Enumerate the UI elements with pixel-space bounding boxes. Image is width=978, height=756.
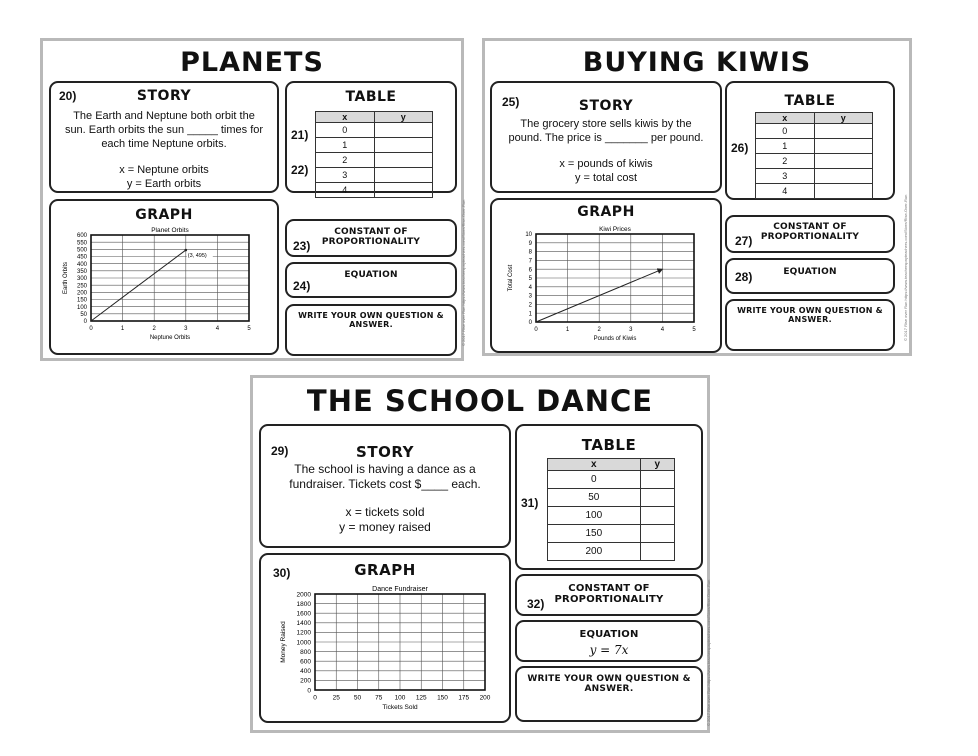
y-tick-label: 600: [300, 658, 311, 666]
y-tick-label: 1: [528, 311, 532, 318]
y-cell[interactable]: [640, 471, 674, 489]
y-tick-label: 0: [528, 320, 532, 327]
data-point: [185, 249, 188, 252]
y-tick-label: 350: [76, 268, 87, 275]
x-cell: 0: [548, 471, 641, 489]
question-number: 20): [59, 89, 77, 103]
copyright-note: © 2017 Rise over Run https://www.teacherspayteachers.com/Store/Rise-Over-Run: [706, 579, 711, 726]
x-tick-label: 25: [332, 694, 340, 702]
y-header: y: [814, 113, 873, 124]
chart-title: Dance Fundraiser: [372, 586, 428, 593]
y-header: y: [374, 112, 433, 123]
y-axis-label: Earth Orbits: [63, 261, 69, 295]
equation-formula: y = 7x: [589, 643, 629, 657]
y-tick-label: 6: [528, 267, 532, 274]
own-question-box[interactable]: [515, 666, 703, 722]
story-box: [490, 81, 722, 193]
y-tick-label: 250: [76, 283, 87, 290]
x-tick-label: 2: [597, 327, 601, 333]
x-tick-label: 0: [89, 326, 93, 332]
question-number: 23): [293, 239, 311, 253]
y-cell[interactable]: [814, 124, 873, 139]
constant-heading: CONSTANT OF PROPORTIONALITY: [554, 583, 664, 605]
y-tick-label: 1000: [296, 639, 311, 647]
y-cell[interactable]: [640, 507, 674, 525]
y-cell[interactable]: [374, 123, 433, 138]
story-line: The Earth and Neptune both orbit the: [73, 110, 255, 122]
x-cell: 3: [316, 168, 375, 183]
question-number: 32): [527, 597, 545, 611]
x-tick-label: 1: [565, 327, 570, 333]
table-heading: TABLE: [784, 93, 836, 109]
y-tick-label: 8: [528, 249, 532, 256]
equation-heading: EQUATION: [579, 629, 639, 640]
y-cell[interactable]: [814, 184, 873, 199]
graph-box: [49, 199, 279, 355]
y-axis-label: Total Cost: [508, 264, 514, 292]
y-cell[interactable]: [814, 139, 873, 154]
xy-table: [547, 458, 675, 561]
x-tick-label: 5: [247, 326, 251, 332]
question-number: 21): [291, 128, 309, 142]
xy-table: [755, 112, 873, 199]
constant-box: [515, 574, 703, 616]
data-line: [91, 250, 186, 321]
x-cell: 1: [756, 139, 815, 154]
table-box: [515, 424, 703, 570]
table-heading: TABLE: [581, 436, 637, 454]
question-number: 29): [271, 444, 289, 458]
y-tick-label: 2: [528, 302, 532, 309]
question-number: 25): [502, 95, 520, 109]
equation-box: [285, 262, 457, 298]
x-tick-label: 4: [660, 327, 665, 333]
x-tick-label: 0: [313, 694, 317, 702]
y-tick-label: 1800: [296, 600, 311, 608]
x-cell: 150: [548, 525, 641, 543]
planets-chart: [51, 223, 277, 351]
x-cell: 0: [756, 124, 815, 139]
question-number: 30): [273, 566, 291, 580]
variable-x: x = pounds of kiwis: [559, 158, 653, 170]
x-cell: 1: [316, 138, 375, 153]
x-tick-label: 150: [437, 694, 448, 702]
chart-title: Planet Orbits: [151, 227, 189, 234]
own-question-heading: WRITE YOUR OWN QUESTION & ANSWER.: [298, 311, 444, 329]
story-line: pound. The price is _______ per pound.: [508, 132, 704, 144]
story-heading: STORY: [356, 443, 414, 461]
y-tick-label: 1600: [296, 610, 311, 618]
graph-heading: GRAPH: [135, 207, 193, 223]
chart-title: Kiwi Prices: [599, 226, 631, 233]
x-header: x: [316, 112, 375, 123]
y-tick-label: 2000: [296, 591, 311, 599]
y-tick-label: 100: [76, 304, 87, 311]
story-text: [59, 109, 269, 191]
kiwis-chart: [492, 220, 720, 350]
question-number: 22): [291, 163, 309, 177]
y-cell[interactable]: [814, 154, 873, 169]
graph-heading: GRAPH: [354, 561, 416, 579]
y-tick-label: 500: [76, 247, 87, 254]
table-box: [725, 81, 895, 200]
own-question-heading: WRITE YOUR OWN QUESTION & ANSWER.: [737, 306, 883, 324]
worksheet-title: PLANETS: [180, 47, 324, 78]
table-heading: TABLE: [345, 89, 397, 105]
equation-box: [515, 620, 703, 662]
point-annotation: (3, 495): [187, 253, 207, 260]
y-tick-label: 9: [528, 240, 532, 247]
x-cell: 50: [548, 489, 641, 507]
story-line: fundraiser. Tickets cost $____ each.: [289, 477, 481, 491]
x-axis-label: Pounds of Kiwis: [593, 336, 637, 342]
y-cell[interactable]: [640, 489, 674, 507]
x-cell: 4: [316, 183, 375, 198]
y-tick-label: 1400: [296, 620, 311, 628]
x-cell: 4: [756, 184, 815, 199]
y-tick-label: 550: [76, 240, 87, 247]
dance-worksheet: [250, 375, 710, 733]
own-question-heading: WRITE YOUR OWN QUESTION & ANSWER.: [527, 674, 691, 694]
constant-box: [285, 219, 457, 257]
story-line: sun. Earth orbits the sun _____ times for: [64, 124, 264, 136]
y-tick-label: 200: [76, 290, 87, 297]
own-question-box[interactable]: [285, 304, 457, 356]
own-question-box[interactable]: [725, 299, 895, 351]
y-tick-label: 200: [300, 677, 311, 685]
x-tick-label: 3: [184, 326, 188, 332]
copyright-note: © 2017 Rise over Run https://www.teacherspayteachers.com/Store/Rise-Over-Run: [461, 199, 466, 346]
y-tick-label: 0: [83, 319, 87, 326]
copyright-note: © 2017 Rise over Run https://www.teacherspayteachers.com/Store/Rise-Over-Run: [903, 194, 908, 341]
story-line: each time Neptune orbits.: [101, 138, 227, 150]
story-line: The grocery store sells kiwis by the: [520, 118, 692, 130]
worksheet-title: THE SCHOOL DANCE: [306, 384, 654, 418]
equation-heading: EQUATION: [783, 267, 837, 277]
variable-y: y = money raised: [339, 520, 431, 534]
table-box: [285, 81, 457, 193]
equation-box: [725, 258, 895, 294]
x-cell: 2: [316, 153, 375, 168]
x-tick-label: 75: [375, 694, 383, 702]
story-text: [269, 462, 501, 535]
x-tick-label: 175: [458, 694, 470, 702]
x-tick-label: 1: [120, 326, 125, 332]
story-heading: STORY: [578, 98, 634, 114]
story-text: [500, 117, 712, 185]
worksheet-title: BUYING KIWIS: [582, 47, 812, 78]
x-header: x: [756, 113, 815, 124]
question-number: 31): [521, 496, 539, 510]
kiwis-worksheet: [482, 38, 912, 356]
story-box: [49, 81, 279, 193]
variable-x: x = tickets sold: [345, 505, 425, 519]
story-heading: STORY: [136, 88, 192, 104]
x-tick-label: 125: [415, 694, 427, 702]
x-header: x: [548, 459, 641, 471]
y-tick-label: 450: [76, 254, 87, 261]
x-cell: 2: [756, 154, 815, 169]
x-cell: 200: [548, 543, 641, 561]
y-tick-label: 5: [528, 276, 532, 283]
y-tick-label: 150: [76, 297, 87, 304]
y-tick-label: 4: [528, 284, 532, 291]
y-cell[interactable]: [374, 183, 433, 198]
graph-box: [490, 198, 722, 353]
y-tick-label: 0: [307, 687, 311, 695]
planets-worksheet: [40, 38, 464, 361]
x-tick-label: 3: [629, 327, 633, 333]
x-cell: 3: [756, 169, 815, 184]
y-tick-label: 50: [80, 311, 87, 318]
x-tick-label: 2: [152, 326, 156, 332]
y-cell[interactable]: [640, 543, 674, 561]
y-tick-label: 7: [528, 258, 532, 265]
y-axis-label: Money Raised: [280, 621, 287, 663]
constant-heading: CONSTANT OF PROPORTIONALITY: [760, 222, 860, 242]
story-line: The school is having a dance as a: [294, 462, 476, 476]
y-header: y: [640, 459, 674, 471]
equation-heading: EQUATION: [344, 270, 398, 280]
dance-chart: [261, 578, 509, 722]
y-tick-label: 800: [300, 648, 311, 656]
question-number: 27): [735, 234, 753, 248]
constant-heading: CONSTANT OF PROPORTIONALITY: [321, 227, 421, 247]
x-tick-label: 5: [692, 327, 696, 333]
graph-heading: GRAPH: [577, 204, 635, 220]
x-tick-label: 100: [394, 694, 406, 702]
y-tick-label: 400: [300, 668, 311, 676]
y-tick-label: 3: [528, 293, 532, 300]
y-tick-label: 400: [76, 261, 87, 268]
variable-x: x = Neptune orbits: [119, 164, 209, 176]
y-tick-label: 600: [76, 233, 87, 240]
y-cell[interactable]: [374, 153, 433, 168]
question-number: 24): [293, 279, 311, 293]
y-tick-label: 300: [76, 276, 87, 283]
variable-y: y = total cost: [574, 172, 638, 184]
xy-table: [315, 111, 433, 198]
y-cell[interactable]: [814, 169, 873, 184]
y-tick-label: 10: [525, 232, 532, 239]
y-tick-label: 1200: [296, 629, 311, 637]
story-box: [259, 424, 511, 548]
x-cell: 100: [548, 507, 641, 525]
x-axis-label: Neptune Orbits: [149, 335, 191, 341]
y-cell[interactable]: [374, 168, 433, 183]
x-tick-label: 50: [353, 694, 362, 702]
question-number: 28): [735, 270, 753, 284]
y-cell[interactable]: [374, 138, 433, 153]
y-cell[interactable]: [640, 525, 674, 543]
graph-box: [259, 553, 511, 723]
constant-box: [725, 215, 895, 253]
x-tick-label: 0: [534, 327, 538, 333]
x-axis-label: Tickets Sold: [382, 704, 418, 711]
x-tick-label: 200: [479, 694, 491, 702]
variable-y: y = Earth orbits: [126, 178, 202, 190]
x-tick-label: 4: [215, 326, 220, 332]
question-number: 26): [731, 141, 749, 155]
x-cell: 0: [316, 123, 375, 138]
